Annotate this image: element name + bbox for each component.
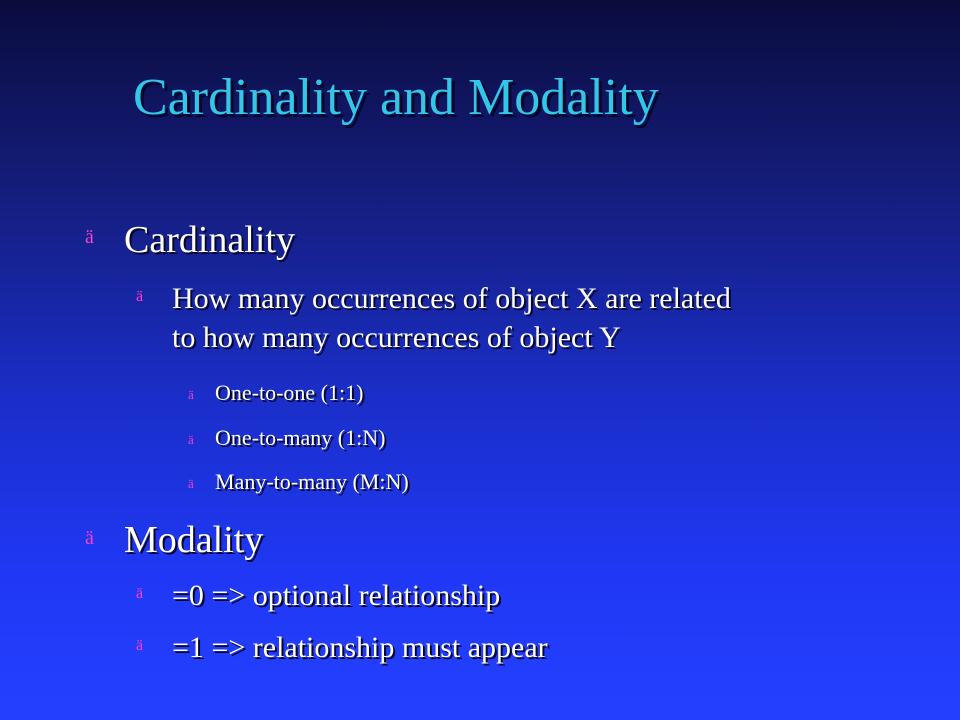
bullet-icon: ä [85,226,94,248]
bullet-icon: ä [136,637,144,654]
bullet-icon: ä [136,585,144,602]
bullet-icon: ä [188,387,194,402]
bullet-icon: ä [188,432,194,447]
cardinality-one-to-one: One-to-one (1:1) [215,380,364,405]
bullet-modality: Modality [124,519,264,561]
modality-mandatory: =1 => relationship must appear [172,631,548,664]
modality-optional: =0 => optional relationship [172,579,501,612]
bullet-cardinality: Cardinality [124,219,295,261]
cardinality-one-to-many: One-to-many (1:N) [215,425,386,450]
sub-bullet-cardinality-definition-line1: How many occurrences of object X are related [172,282,731,315]
slide-title: Cardinality and Modality [133,69,659,126]
cardinality-many-to-many: Many-to-many (M:N) [215,469,409,494]
bullet-icon: ä [188,476,194,491]
bullet-icon: ä [136,288,144,305]
sub-bullet-cardinality-definition-line2: to how many occurrences of object Y [172,321,621,354]
bullet-icon: ä [85,527,94,549]
